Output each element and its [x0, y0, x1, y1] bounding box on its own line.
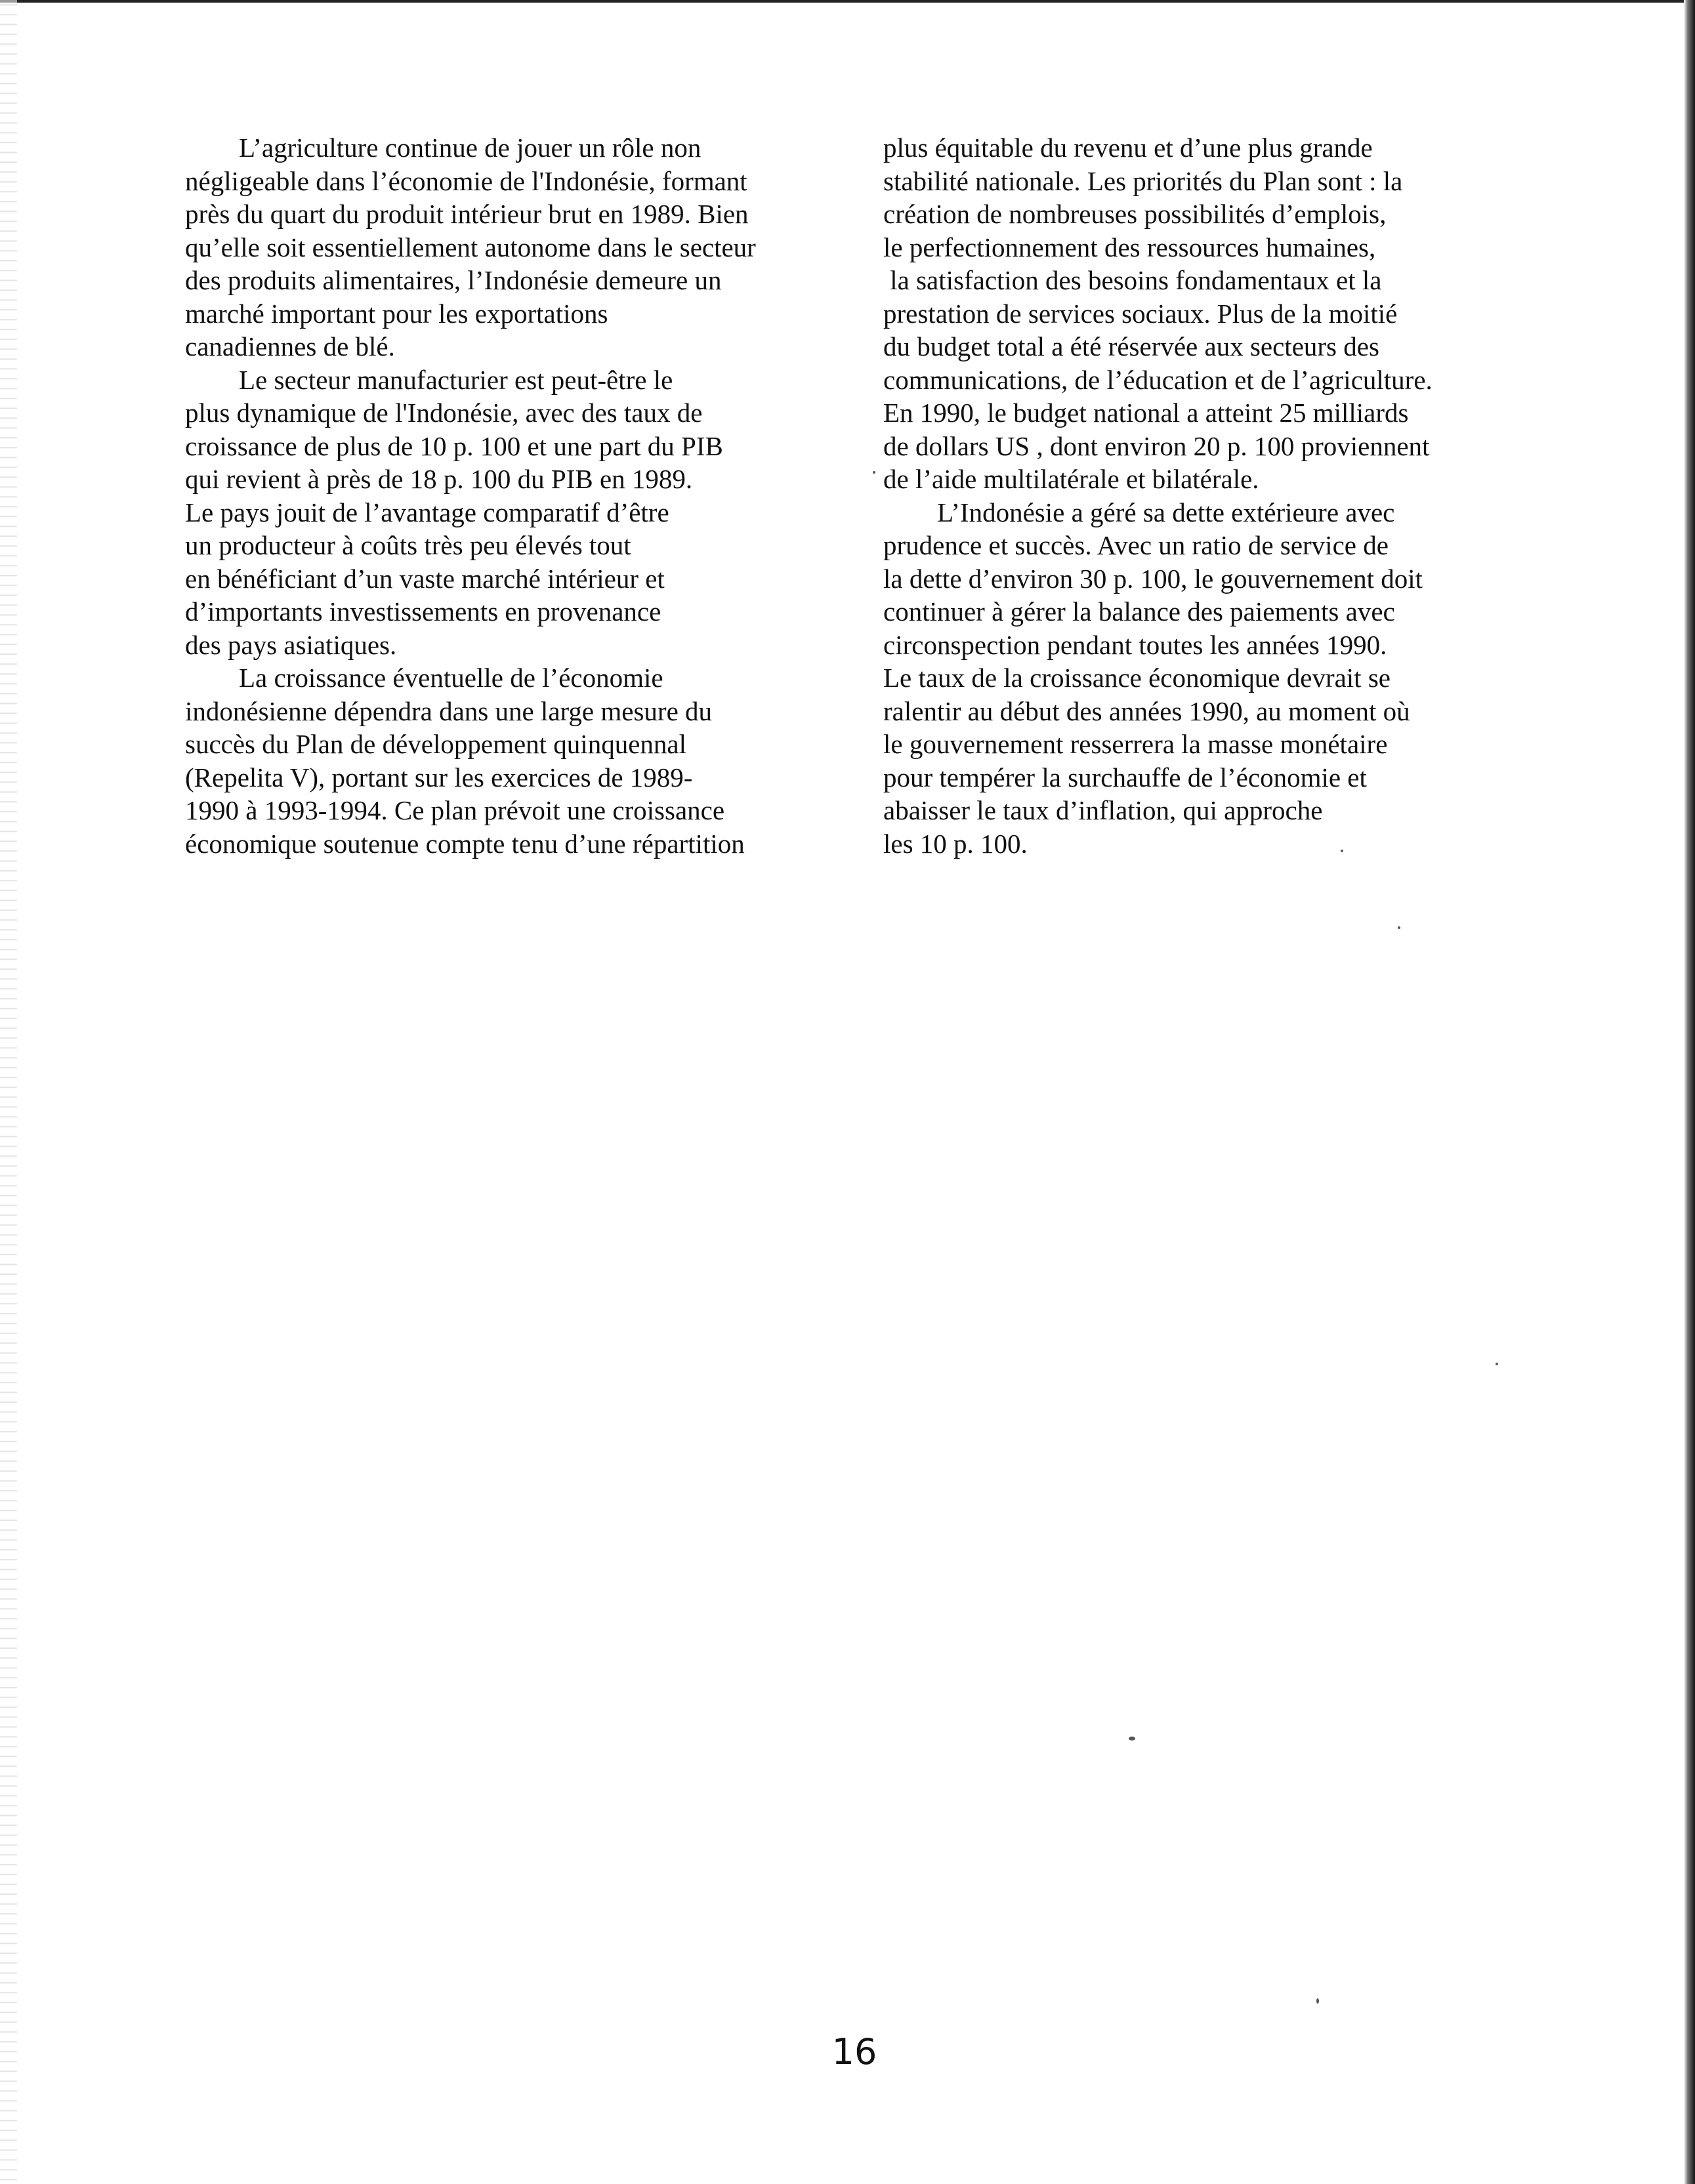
- right-column-text-line: la satisfaction des besoins fondamentaux et la: [883, 265, 1382, 295]
- left-column-text-line: Le secteur manufacturier est peut-être le: [185, 364, 673, 395]
- scan-right-edge: [1684, 0, 1695, 2184]
- left-column-text-line: L’agriculture continue de jouer un rôle non: [185, 133, 701, 163]
- scan-speck: [1129, 1737, 1135, 1741]
- left-column-text-line: un producteur à coûts très peu élevés tout: [185, 530, 631, 560]
- left-text-column: [185, 131, 841, 860]
- left-column-text-line: qu’elle soit essentiellement autonome dans le secteur: [185, 232, 756, 262]
- right-column-text-line: En 1990, le budget national a atteint 25 milliards: [883, 398, 1409, 428]
- scan-left-edge: [0, 0, 17, 2184]
- left-column-text-line: des produits alimentaires, l’Indonésie demeure un: [185, 265, 722, 295]
- right-column-text-line: circonspection pendant toutes les années 1990.: [883, 629, 1387, 660]
- scan-speck: [1398, 926, 1400, 929]
- right-column-text-line: Le taux de la croissance économique devrait se: [883, 663, 1391, 693]
- right-column-text-line: de l’aide multilatérale et bilatérale.: [883, 464, 1259, 494]
- right-text-column: [883, 131, 1539, 860]
- left-column-text-line: près du quart du produit intérieur brut en 1989. Bien: [185, 199, 749, 229]
- right-column-text-line: continuer à gérer la balance des paiements avec: [883, 596, 1395, 627]
- left-column-text-line: succès du Plan de développement quinquennal: [185, 729, 686, 759]
- scan-speck: [1316, 1998, 1319, 2004]
- right-column-text-line: stabilité nationale. Les priorités du Plan sont : la: [883, 165, 1403, 196]
- page-number: 16: [831, 2031, 877, 2072]
- left-column-text-line: canadiennes de blé.: [185, 331, 395, 361]
- right-column-text-line: la dette d’environ 30 p. 100, le gouvernement doit: [883, 563, 1423, 594]
- right-column-text-line: prestation de services sociaux. Plus de la moitié: [883, 298, 1398, 329]
- left-column-text-line: qui revient à près de 18 p. 100 du PIB en 1989.: [185, 464, 693, 494]
- scan-speck: [873, 471, 875, 474]
- left-column-text-line: en bénéficiant d’un vaste marché intérieur et: [185, 563, 665, 594]
- right-column-text-line: plus équitable du revenu et d’une plus grande: [883, 133, 1373, 163]
- right-column-text-line: L’Indonésie a géré sa dette extérieure avec: [883, 497, 1395, 527]
- left-column-text-line: La croissance éventuelle de l’économie: [185, 663, 663, 693]
- left-column-text-line: Le pays jouit de l’avantage comparatif d’être: [185, 497, 669, 527]
- right-column-text-line: pour tempérer la surchauffe de l’économie et: [883, 762, 1367, 793]
- right-column-text-line: communications, de l’éducation et de l’agriculture.: [883, 364, 1433, 395]
- right-column-text-line: abaisser le taux d’inflation, qui approche: [883, 795, 1323, 825]
- right-column-text-line: ralentir au début des années 1990, au moment où: [883, 695, 1410, 726]
- right-column-text-line: création de nombreuses possibilités d’emplois,: [883, 199, 1387, 229]
- left-column-text-line: des pays asiatiques.: [185, 629, 397, 660]
- right-column-text-line: prudence et succès. Avec un ratio de service de: [883, 530, 1389, 560]
- left-column-text-line: plus dynamique de l'Indonésie, avec des taux de: [185, 398, 703, 428]
- right-column-text-line: de dollars US , dont environ 20 p. 100 proviennent: [883, 430, 1430, 461]
- left-column-text-line: d’importants investissements en provenance: [185, 596, 661, 627]
- scan-speck: [1341, 850, 1343, 852]
- right-column-text-line: le gouvernement resserrera la masse monétaire: [883, 729, 1388, 759]
- left-column-text-line: croissance de plus de 10 p. 100 et une part du PIB: [185, 430, 723, 461]
- right-column-text-line: du budget total a été réservée aux secteurs des: [883, 331, 1379, 361]
- left-column-text-line: marché important pour les exportations: [185, 298, 608, 329]
- left-column-text-line: (Repelita V), portant sur les exercices de 1989-: [185, 762, 693, 793]
- left-column-text-line: indonésienne dépendra dans une large mesure du: [185, 695, 713, 726]
- scan-speck: [1496, 1363, 1498, 1365]
- scan-top-border: [0, 0, 1695, 3]
- right-column-text-line: le perfectionnement des ressources humaines,: [883, 232, 1376, 262]
- left-column-text-line: négligeable dans l’économie de l'Indonésie, formant: [185, 165, 747, 196]
- left-column-text-line: 1990 à 1993-1994. Ce plan prévoit une croissance: [185, 795, 725, 825]
- left-column-text-line: économique soutenue compte tenu d’une répartition: [185, 828, 745, 859]
- right-column-text-line: les 10 p. 100.: [883, 828, 1028, 859]
